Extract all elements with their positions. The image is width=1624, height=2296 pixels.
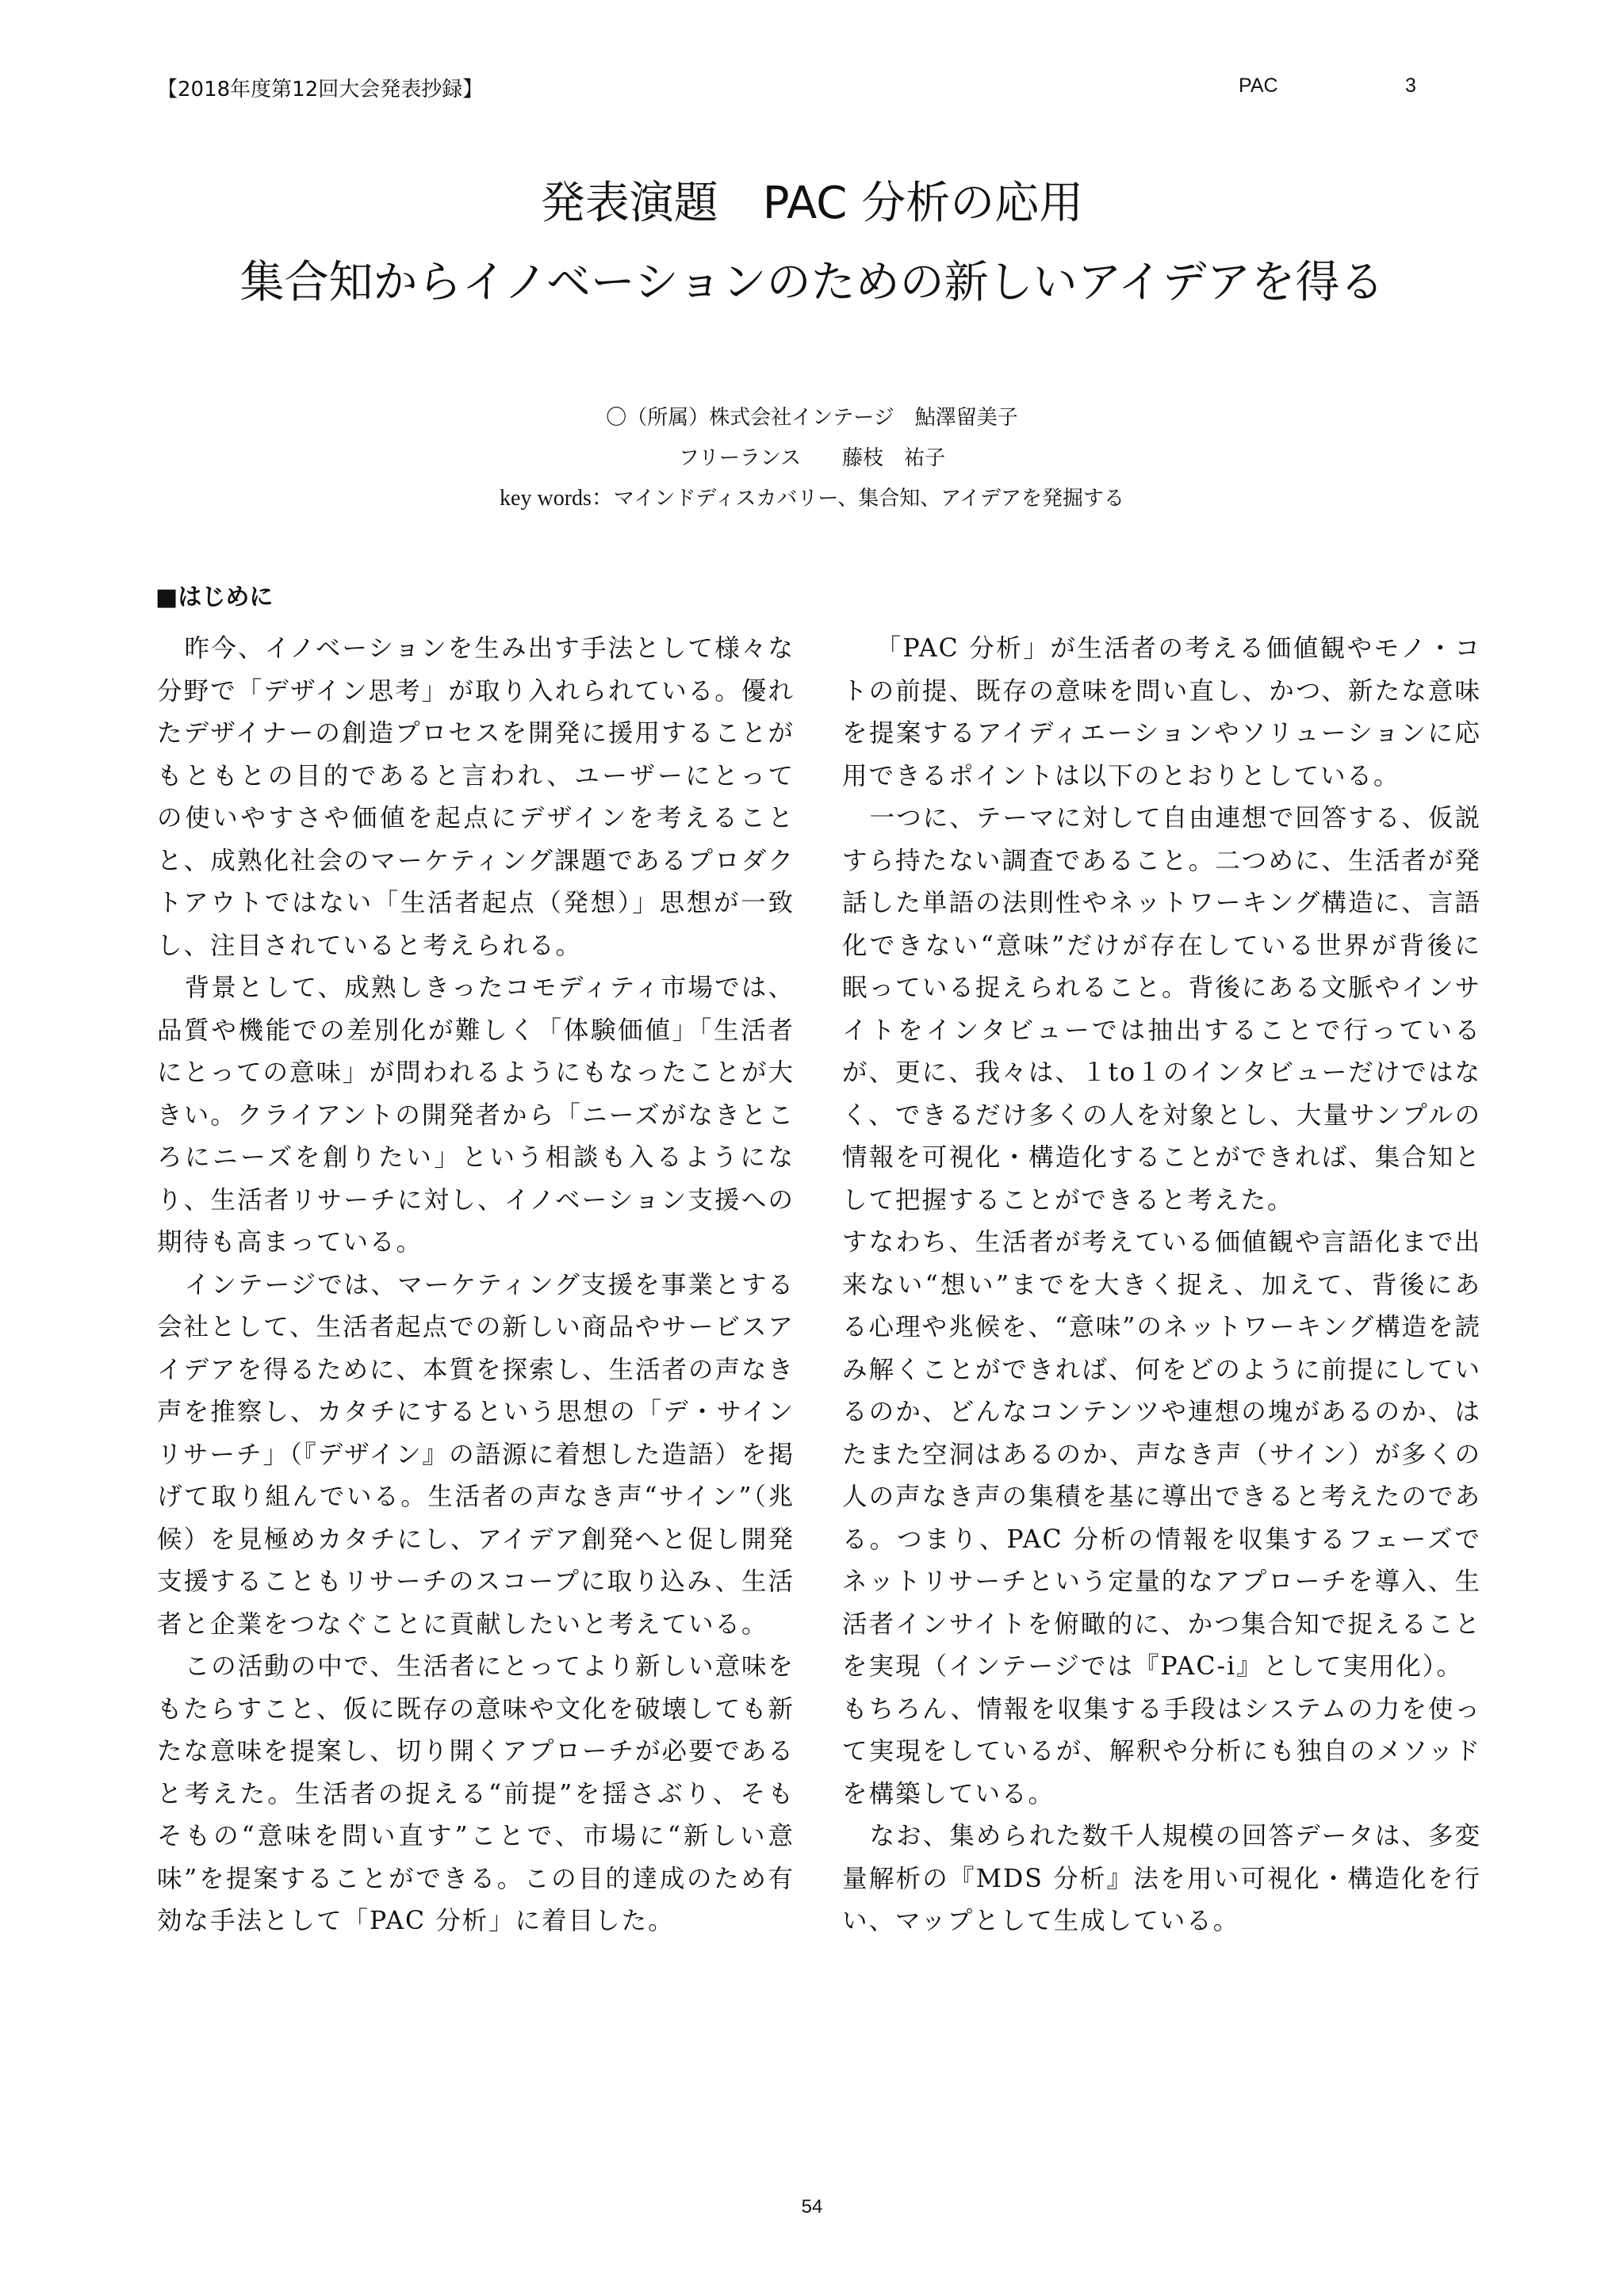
author-line-2: フリーランス 藤枝 祐子: [678, 446, 946, 470]
paragraph: もちろん、情報を収集する手段はシステムの力を使って実現をしているが、解釈や分析にも独自のメソッドを構築している。: [842, 1694, 1481, 1808]
paragraph: すなわち、生活者が考えている価値観や言語化まで出来ない“想い”までを大きく捉え、加えて、背後にある心理や兆候を、“意味”のネットワーキング構造を読み解くことができれば、何をどのように前提にしているのか、どんなコンテンツや連想の塊があるのか、はたまた空洞はあるのか、声なき声（サイン）が多くの人の声なき声の集積を基に導出できると考えたのである。つまり、PAC 分析の情報を収集するフェーズでネットリサーチという定量的なアプローチを導入、生活者インサイトを俯瞰的に、かつ集合知で捉えることを実現（インテージでは『PAC-i』として実用化）。: [842, 1228, 1481, 1681]
running-head-number: 3: [1405, 75, 1416, 97]
right-column: [842, 628, 1481, 1943]
paragraph: なお、集められた数千人規模の回答データは、多変量解析の『MDS 分析』法を用い可視化・構造化を行い、マップとして生成している。: [842, 1822, 1481, 1935]
running-head-tag: PAC: [1239, 75, 1278, 97]
paragraph: 背景として、成熟しきったコモディティ市場では、品質や機能での差別化が難しく「体験価値」「生活者にとっての意味」が問われるようにもなったことが大きい。クライアントの開発者から「ニーズがなきところにニーズを創りたい」という相談も入るようになり、生活者リサーチに対し、イノベーション支援への期待も高まっている。: [157, 974, 795, 1257]
paragraph: 一つに、テーマに対して自由連想で回答する、仮説すら持たない調査であること。二つめに、生活者が発話した単語の法則性やネットワーキング構造に、言語化できない“意味”だけが存在している世界が背後に眠っている捉えられること。背後にある文脈やインサイトをインタビューでは抽出することで行っているが、更に、我々は、１to１のインタビューだけではなく、できるだけ多くの人を対象とし、大量サンプルの情報を可視化・構造化することができれば、集合知として把握することができると考えた。: [842, 804, 1481, 1215]
paper-title-line2: 集合知からイノベーションのための新しいアイデアを得る: [239, 257, 1385, 308]
paragraph: この活動の中で、生活者にとってより新しい意味をもたらすこと、仮に既存の意味や文化を破壊しても新たな意味を提案し、切り開くアプローチが必要であると考えた。生活者の捉える“前提”を揺さぶり、そもそもの“意味を問い直す”ことで、市場に“新しい意味”を提案することができる。この目的達成のため有効な手法として「PAC 分析」に着目した。: [157, 1652, 795, 1935]
keywords-line: [0, 480, 1624, 512]
section-heading: ■はじめに: [155, 584, 274, 611]
author-line-1: 〇（所属）株式会社インテージ 鮎澤留美子: [606, 406, 1018, 430]
paragraph: インテージでは、マーケティング支援を事業とする会社として、生活者起点での新しい商品やサービスアイデアを得るために、本質を探索し、生活者の声なき声を推察し、カタチにするという思想の「デ・サインリサーチ」（『デザイン』の語源に着想した造語）を掲げて取り組んでいる。生活者の声なき声“サイン”（兆候）を見極めカタチにし、アイデア創発へと促し開発支援することもリサーチのスコープに取り込み、生活者と企業をつなぐことに貢献したいと考えている。: [157, 1270, 795, 1639]
paragraph: 「PAC 分析」が生活者の考える価値観やモノ・コトの前提、既存の意味を問い直し、かつ、新たな意味を提案するアイディエーションやソリューションに応用できるポイントは以下のとおりとしている。: [842, 634, 1481, 790]
proceedings-header: 【2018年度第12回大会発表抄録】: [157, 78, 484, 101]
keywords-label: key words：: [500, 486, 614, 511]
page-number: 54: [801, 2196, 823, 2218]
paper-title-line1: 発表演題 PAC 分析の応用: [540, 178, 1084, 229]
left-column: [157, 628, 795, 1943]
paragraph: 昨今、イノベーションを生み出す手法として様々な分野で「デザイン思考」が取り入れられている。優れたデザイナーの創造プロセスを開発に援用することがもともとの目的であると言われ、ユーザーにとっての使いやすさや価値を起点にデザインを考えることと、成熟化社会のマーケティング課題であるプロダクトアウトではない「生活者起点（発想）」思想が一致し、注目されていると考えられる。: [157, 634, 795, 960]
keywords-text: マインドディスカバリー、集合知、アイデアを発掘する: [613, 487, 1124, 511]
